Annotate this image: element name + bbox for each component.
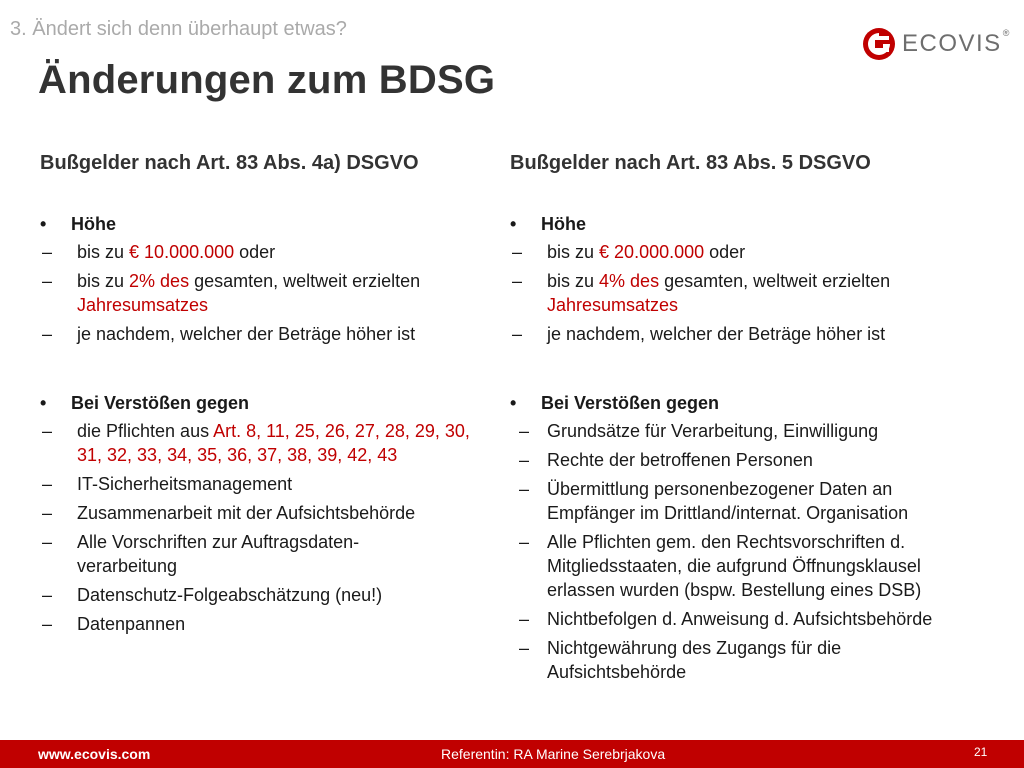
- dash-icon: –: [512, 242, 523, 262]
- left-hoehe-item-1: [40, 240, 490, 264]
- left-column: [40, 150, 490, 641]
- right-verstoss-item-4: [510, 530, 990, 602]
- dash-icon: –: [519, 638, 530, 658]
- highlight-revenue: Jahresumsatzes: [547, 295, 679, 315]
- text-part: Grundsätze für Verarbeitung, Einwilligung: [547, 421, 879, 441]
- text-part: Alle Vorschriften zur Auftragsdaten-verarbeitung: [77, 532, 360, 576]
- right-verstoss-item-5: [510, 607, 990, 631]
- dash-icon: –: [512, 324, 523, 344]
- left-verstoss-item-3: [40, 501, 490, 525]
- dash-icon: –: [42, 532, 53, 552]
- breadcrumb: 3. Ändert sich denn überhaupt etwas?: [10, 18, 347, 40]
- text-part: je nachdem, welcher der Beträge höher ist: [547, 324, 886, 344]
- text-part: bis zu: [77, 242, 130, 262]
- dash-icon: –: [519, 450, 530, 470]
- right-hoehe-item-3: [510, 322, 990, 346]
- right-hoehe-item-1: [510, 240, 990, 264]
- text-part: Übermittlung personenbezogener Daten an Empfänger im Drittland/internat. Organisation: [547, 479, 909, 523]
- bullet-icon: •: [40, 393, 47, 413]
- text-part: oder: [704, 242, 746, 262]
- footer-speaker: Referentin: RA Marine Serebrjakova: [441, 746, 666, 762]
- dash-icon: –: [42, 614, 53, 634]
- bullet-icon: •: [510, 393, 517, 413]
- ecovis-logo-icon: [862, 27, 896, 61]
- right-verstoss-item-3: [510, 477, 990, 525]
- bullet-icon: •: [40, 214, 47, 234]
- slide-title: Änderungen zum BDSG: [38, 58, 496, 102]
- text-part: IT-Sicherheitsmanagement: [77, 474, 293, 494]
- left-bullet-verstoss: [40, 391, 490, 415]
- page-number: 21: [974, 745, 988, 759]
- dash-icon: –: [42, 324, 53, 344]
- dash-icon: –: [42, 474, 53, 494]
- text-part: bis zu: [547, 242, 600, 262]
- ecovis-logo: [862, 26, 1009, 62]
- dash-icon: –: [519, 609, 530, 629]
- left-bullet-hoehe: [40, 212, 490, 236]
- right-column: [510, 150, 990, 689]
- dash-icon: –: [42, 271, 53, 291]
- text-part: Datenschutz-Folgeabschätzung (neu!): [77, 585, 383, 605]
- left-verstoss-item-2: [40, 472, 490, 496]
- text-part: Nichtbefolgen d. Anweisung d. Aufsichtsbehörde: [547, 609, 933, 629]
- highlight-articles: Art. 8, 11, 25, 26, 27, 28, 29, 30, 31, 32, 33, 34, 35, 36, 37, 38, 39, 42, 43: [77, 421, 470, 465]
- text-part: Alle Pflichten gem. den Rechtsvorschriften d. Mitgliedsstaaten, die aufgrund Öffnungsklausel erlassen wurden (bspw. Bestellung eines DSB): [547, 532, 922, 600]
- left-verstoss-item-6: [40, 612, 490, 636]
- right-bullet-hoehe: [510, 212, 990, 236]
- dash-icon: –: [42, 242, 53, 262]
- text-part: je nachdem, welcher der Beträge höher ist: [77, 324, 416, 344]
- dash-icon: –: [42, 421, 53, 441]
- bullet-label: Bei Verstößen gegen: [71, 393, 250, 413]
- left-verstoss-item-5: [40, 583, 490, 607]
- dash-icon: –: [42, 503, 53, 523]
- left-heading: Bußgelder nach Art. 83 Abs. 4a) DSGVO: [40, 152, 419, 174]
- text-part: Rechte der betroffenen Personen: [547, 450, 813, 470]
- text-part: oder: [234, 242, 276, 262]
- right-bullet-verstoss: [510, 391, 990, 415]
- bullet-label: Bei Verstößen gegen: [541, 393, 720, 413]
- dash-icon: –: [42, 585, 53, 605]
- left-verstoss-item-1: [40, 419, 490, 467]
- right-hoehe-item-2: [510, 269, 990, 317]
- dash-icon: –: [519, 421, 530, 441]
- logo-text: ECOVIS: [902, 30, 1002, 57]
- dash-icon: –: [519, 532, 530, 552]
- highlight-percent: 4% des: [599, 271, 660, 291]
- bullet-label: Höhe: [541, 214, 586, 234]
- highlight-amount: € 10.000.000: [129, 242, 235, 262]
- highlight-amount: € 20.000.000: [599, 242, 705, 262]
- bullet-icon: •: [510, 214, 517, 234]
- left-hoehe-item-3: [40, 322, 490, 346]
- footer-website-link[interactable]: www.ecovis.com: [38, 746, 151, 762]
- right-verstoss-item-6: [510, 636, 990, 684]
- dash-icon: –: [519, 479, 530, 499]
- right-heading: Bußgelder nach Art. 83 Abs. 5 DSGVO: [510, 152, 871, 174]
- right-verstoss-item-1: [510, 419, 990, 443]
- text-part: Nichtgewährung des Zugangs für die Aufsichtsbehörde: [547, 638, 842, 682]
- highlight-revenue: Jahresumsatzes: [77, 295, 209, 315]
- text-part: gesamten, weltweit erzielten: [659, 271, 891, 291]
- left-verstoss-item-4: [40, 530, 490, 578]
- logo-registered-mark: ®: [1002, 28, 1010, 38]
- text-part: die Pflichten aus: [77, 421, 214, 441]
- left-hoehe-item-2: [40, 269, 490, 317]
- text-part: gesamten, weltweit erzielten: [189, 271, 421, 291]
- bullet-label: Höhe: [71, 214, 116, 234]
- right-verstoss-item-2: [510, 448, 990, 472]
- text-part: bis zu: [547, 271, 600, 291]
- dash-icon: –: [512, 271, 523, 291]
- text-part: Datenpannen: [77, 614, 186, 634]
- text-part: bis zu: [77, 271, 130, 291]
- highlight-percent: 2% des: [129, 271, 190, 291]
- text-part: Zusammenarbeit mit der Aufsichtsbehörde: [77, 503, 416, 523]
